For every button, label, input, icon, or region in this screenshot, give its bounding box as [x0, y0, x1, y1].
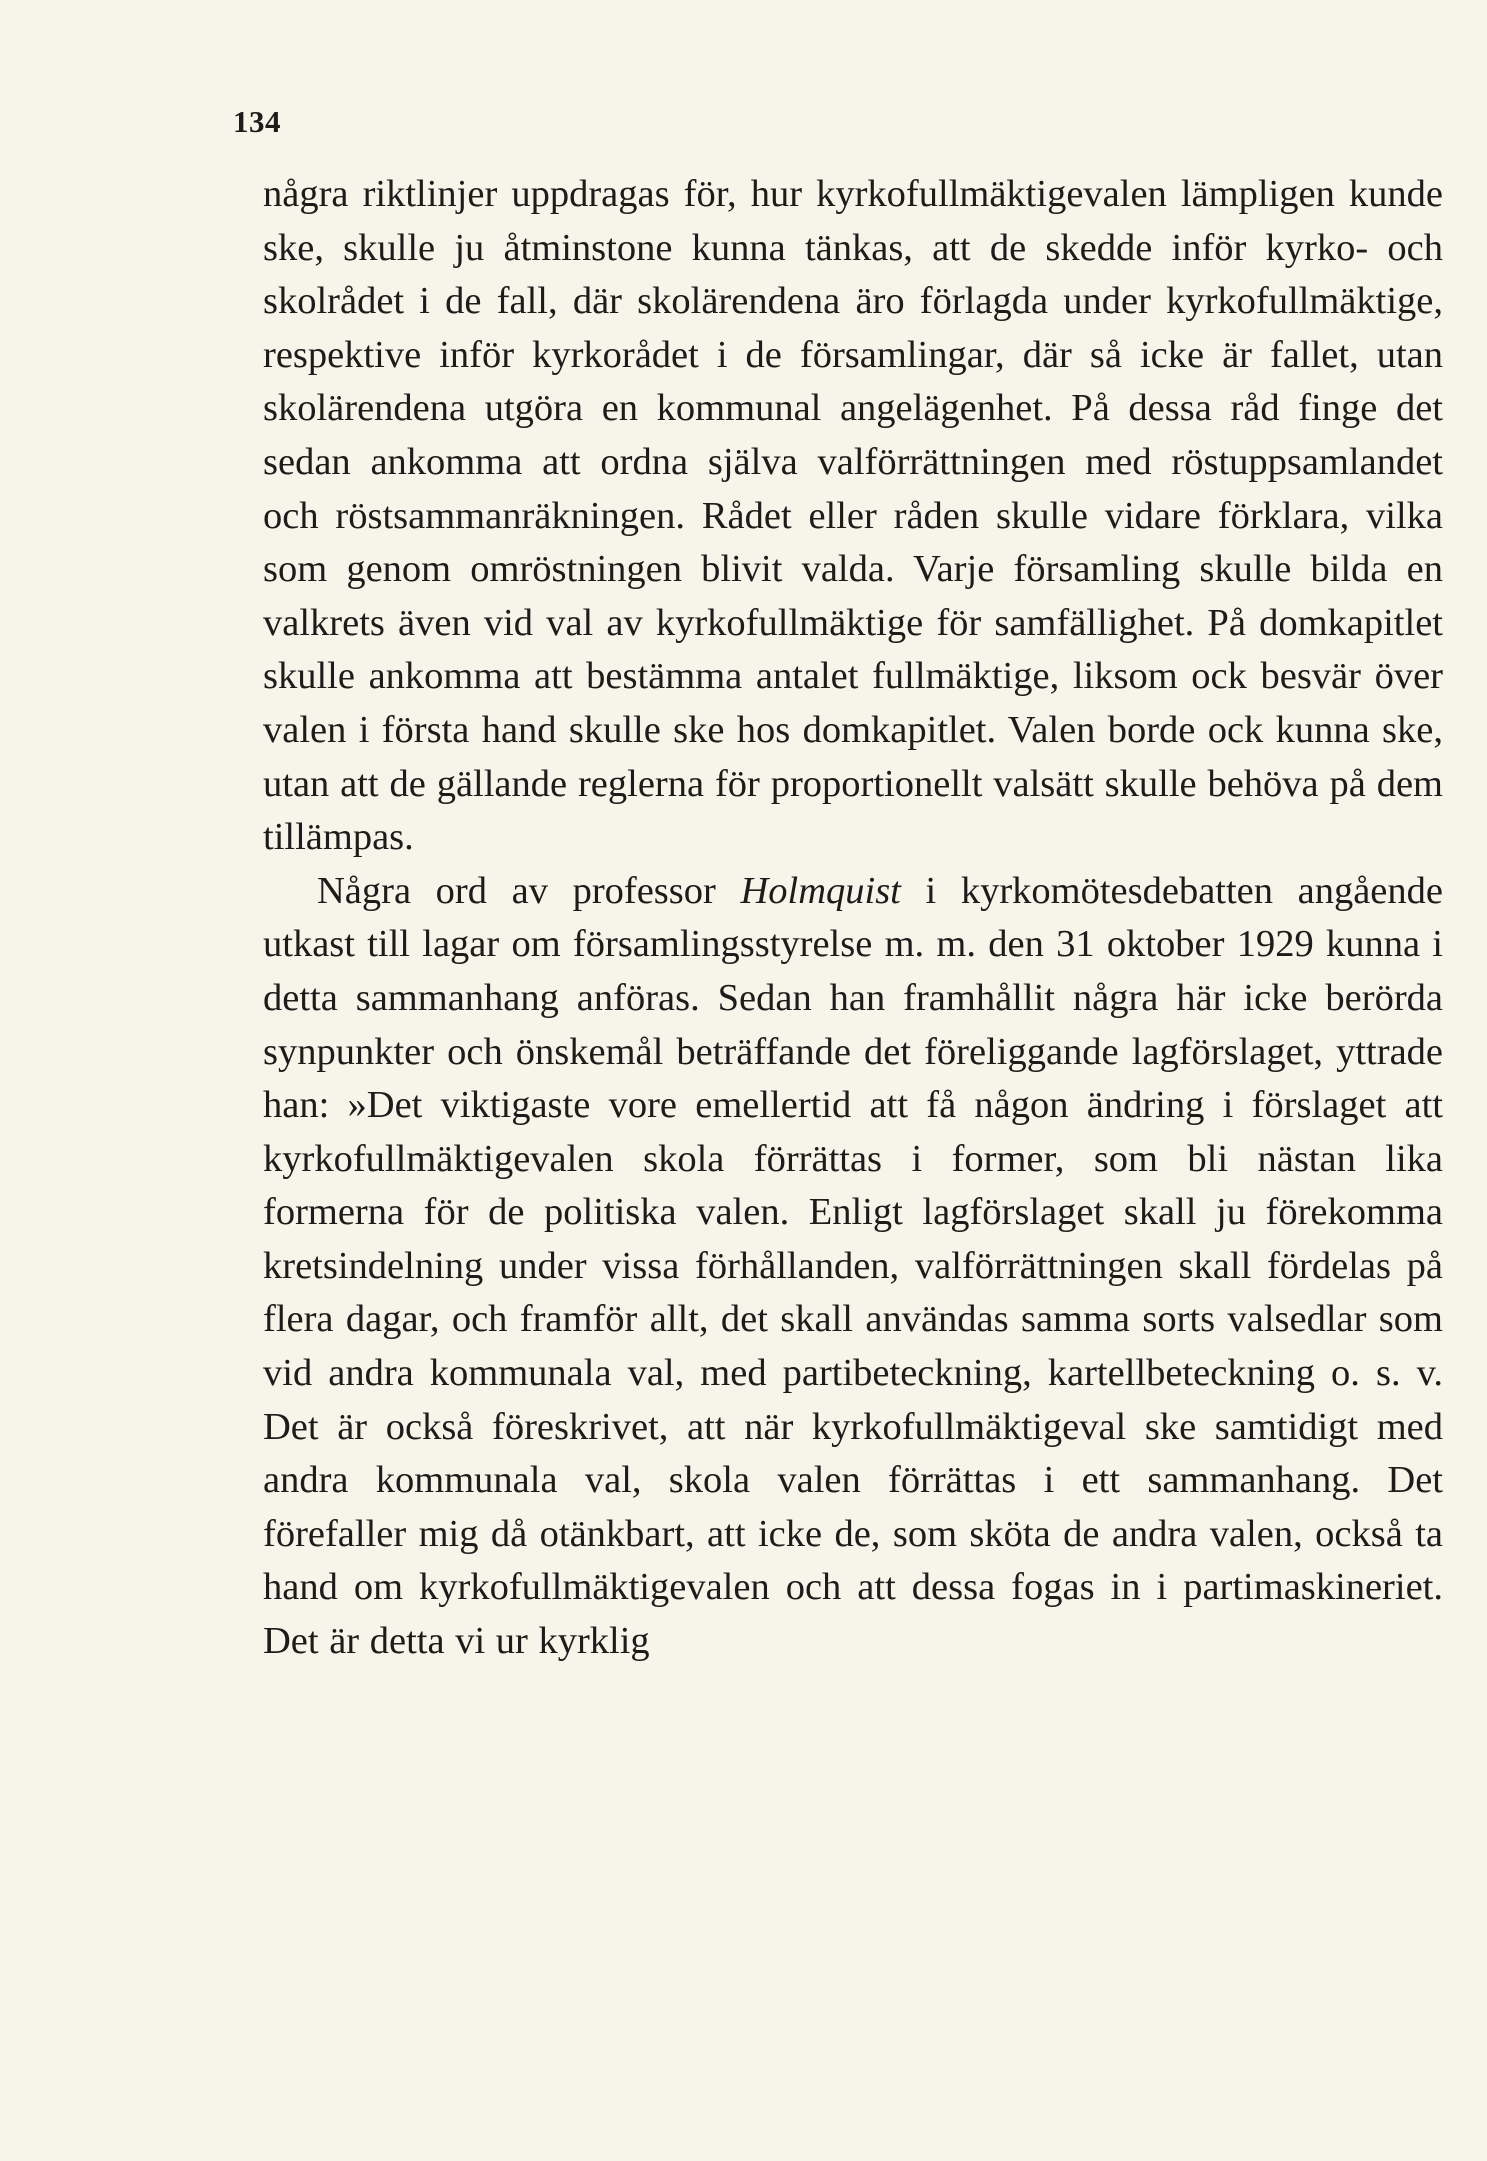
- page-number: 134: [233, 104, 281, 139]
- italic-name-holmquist: Holmquist: [740, 869, 901, 912]
- body-text: [263, 168, 1443, 1669]
- paragraph-2-lead: Några ord av professor: [317, 869, 741, 912]
- paragraph-2: [263, 865, 1443, 1669]
- paragraph-1: några riktlinjer uppdragas för, hur kyrkofullmäktigevalen lämpligen kunde ske, skulle ju åtminstone kunna tänkas, att de skedde inför kyrko- och skolrådet i de fall, där skolärendena äro förlagda under kyrkofullmäktige, respektive inför kyrkorådet i de församlingar, där så icke är fallet, utan skolärendena utgöra en kommunal angelägenhet. På dessa råd finge det sedan ankomma att ordna själva valförrättningen med röstuppsamlandet och röstsammanräkningen. Rådet eller råden skulle vidare förklara, vilka som genom omröstningen blivit valda. Varje församling skulle bilda en valkrets även vid val av kyrkofullmäktige för samfällighet. På domkapitlet skulle ankomma att bestämma antalet fullmäktige, liksom ock besvär över valen i första hand skulle ske hos domkapitlet. Valen borde ock kunna ske, utan att de gällande reglerna för proportionellt valsätt skulle behöva på dem tillämpas.: [263, 173, 1443, 859]
- paragraph-2-rest: i kyrkomötesdebatten angående utkast till lagar om församlingsstyrelse m. m. den 31 oktober 1929 kunna i detta sammanhang anföras. Sedan han framhållit några här icke berörda synpunkter och önskemål beträffande det föreliggande lagförslaget, yttrade han: »Det viktigaste vore emellertid att få någon ändring i förslaget att kyrkofullmäktigevalen skola förrättas i former, som bli nästan lika formerna för de politiska valen. Enligt lagförslaget skall ju förekomma kretsindelning under vissa förhållanden, valförrättningen skall fördelas på flera dagar, och framför allt, det skall användas samma sorts valsedlar som vid andra kommunala val, med partibeteckning, kartellbeteckning o. s. v. Det är också föreskrivet, att när kyrkofullmäktigeval ske samtidigt med andra kommunala val, skola valen förrättas i ett sammanhang. Det förefaller mig då otänkbart, att icke de, som sköta de andra valen, också ta hand om kyrkofullmäktigevalen och att dessa fogas in i partimaskineriet. Det är detta vi ur kyrklig: [263, 869, 1443, 1663]
